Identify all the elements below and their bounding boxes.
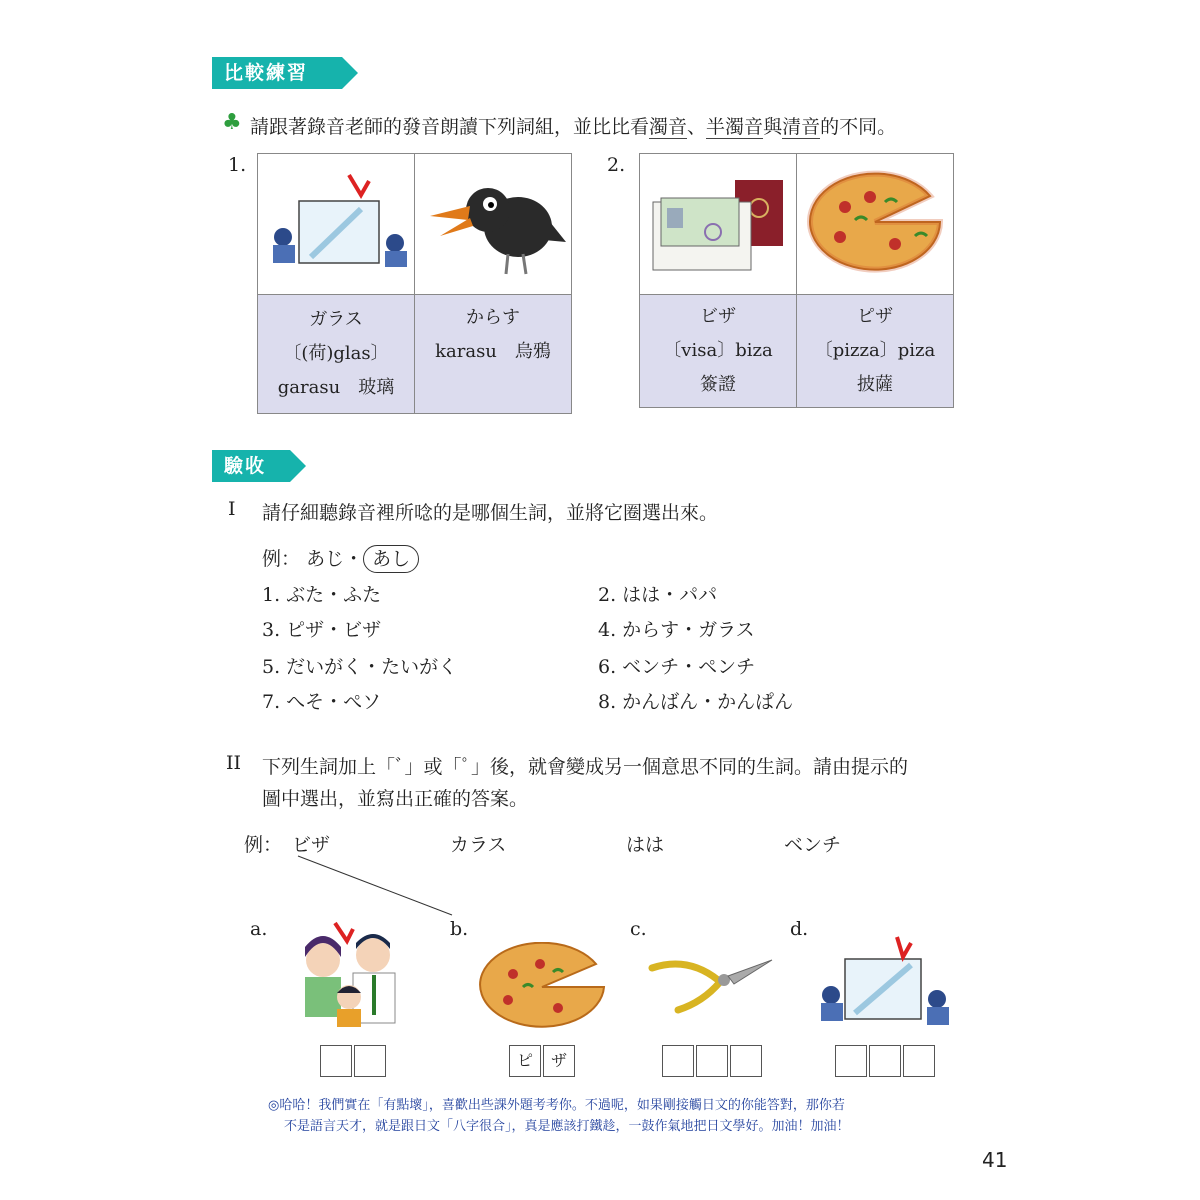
listening-item[interactable]: 4. からす・ガラス [598,619,755,641]
answer-box[interactable] [354,1045,386,1077]
group-number: 1. [228,154,247,176]
answer-boxes-d[interactable] [835,1045,937,1077]
section-tag-compare: 比較練習 [212,57,342,89]
word-origin: 〔pizza〕piza [814,340,936,361]
listening-item[interactable]: 8. かんばん・かんぱん [598,691,794,713]
prompt-word: ベンチ [784,834,842,856]
answer-boxes-b[interactable] [509,1045,577,1077]
listening-item[interactable]: 1. ぶた・ふた [262,584,382,606]
page-number: 41 [982,1148,1008,1172]
answer-box[interactable]: ピ [509,1045,541,1077]
ins-seion: 清音 [782,116,821,138]
answer-box[interactable] [869,1045,901,1077]
pizza-icon [478,942,608,1032]
answer-box[interactable] [320,1045,352,1077]
group-number: 2. [607,154,626,176]
prompt-word: はは [626,834,665,856]
footnote-line1: ◎哈哈！我們實在「有點壞」，喜歡出些課外題考考你。不過呢，如果剛接觸日文的你能答對，那你若 [268,1098,845,1113]
section-2-instruction-line1: 下列生詞加上「ﾞ」或「ﾟ」後，就會變成另一個意思不同的生詞。請由提示的 [262,756,909,778]
option-letter: d. [790,918,809,940]
section-1-instruction: 請仔細聽錄音裡所唸的是哪個生詞，並將它圈選出來。 [262,502,719,524]
answer-boxes-a[interactable] [320,1045,388,1077]
word-kana: ガラス [309,309,363,330]
word-meaning: garasu 玻璃 [277,377,395,398]
word-meaning: karasu 烏鴉 [435,341,551,362]
footnote-line2: 不是語言天才，就是跟日文「八字很合」，真是應該打鐵趁，一鼓作氣地把日文學好。加油！加油！ [284,1119,850,1134]
section-tag-check: 驗收 [212,450,290,482]
prompt-word: カラス [450,834,507,856]
word-meaning: 簽證 [700,374,736,395]
answer-box[interactable]: ザ [543,1045,575,1077]
listening-item[interactable]: 7. へそ・ぺソ [262,691,382,713]
ins-text: 、 [687,116,707,138]
section-2-number: II [226,752,242,774]
prompt-word: ビザ [292,834,331,856]
listening-item[interactable]: 6. ベンチ・ペンチ [598,656,756,678]
example-label: 例： [244,834,283,856]
glass-pane-icon [815,935,955,1030]
word-kana: ビザ [700,306,736,327]
family-icon [295,915,410,1030]
word-kana: ピザ [857,306,893,327]
answer-box[interactable] [696,1045,728,1077]
section-2-instruction-line2: 圖中選出，並寫出正確的答案。 [262,788,529,810]
section-1-number: I [228,498,236,520]
answer-box[interactable] [903,1045,935,1077]
word-origin: 〔(荷)glas〕 [283,343,389,364]
ins-text: 請跟著錄音老師的發音朗讀下列詞組，並比比看 [250,116,650,138]
option-letter: b. [450,918,469,940]
option-letter: a. [250,918,268,940]
listening-item[interactable]: 5. だいがく・たいがく [262,656,458,678]
answer-boxes-c[interactable] [662,1045,764,1077]
pliers-icon [648,950,778,1020]
ins-handakuon: 半濁音 [706,116,764,138]
answer-box[interactable] [835,1045,867,1077]
listening-item[interactable]: 2. はは・パパ [598,584,718,606]
example-circled-answer: あし [363,545,419,573]
clubs-icon: ♣ [222,110,242,135]
word-meaning: 披薩 [857,374,893,395]
ins-text: 的不同。 [820,116,897,138]
option-letter: c. [630,918,647,940]
example-option: あじ・ [306,548,364,570]
answer-box[interactable] [730,1045,762,1077]
ins-text: 與 [763,116,783,138]
word-origin: 〔visa〕biza [663,340,773,361]
answer-box[interactable] [662,1045,694,1077]
ins-dakuon: 濁音 [649,116,688,138]
listening-item[interactable]: 3. ピザ・ビザ [262,619,382,641]
example-label: 例： [262,548,301,570]
word-kana: からす [466,307,520,328]
